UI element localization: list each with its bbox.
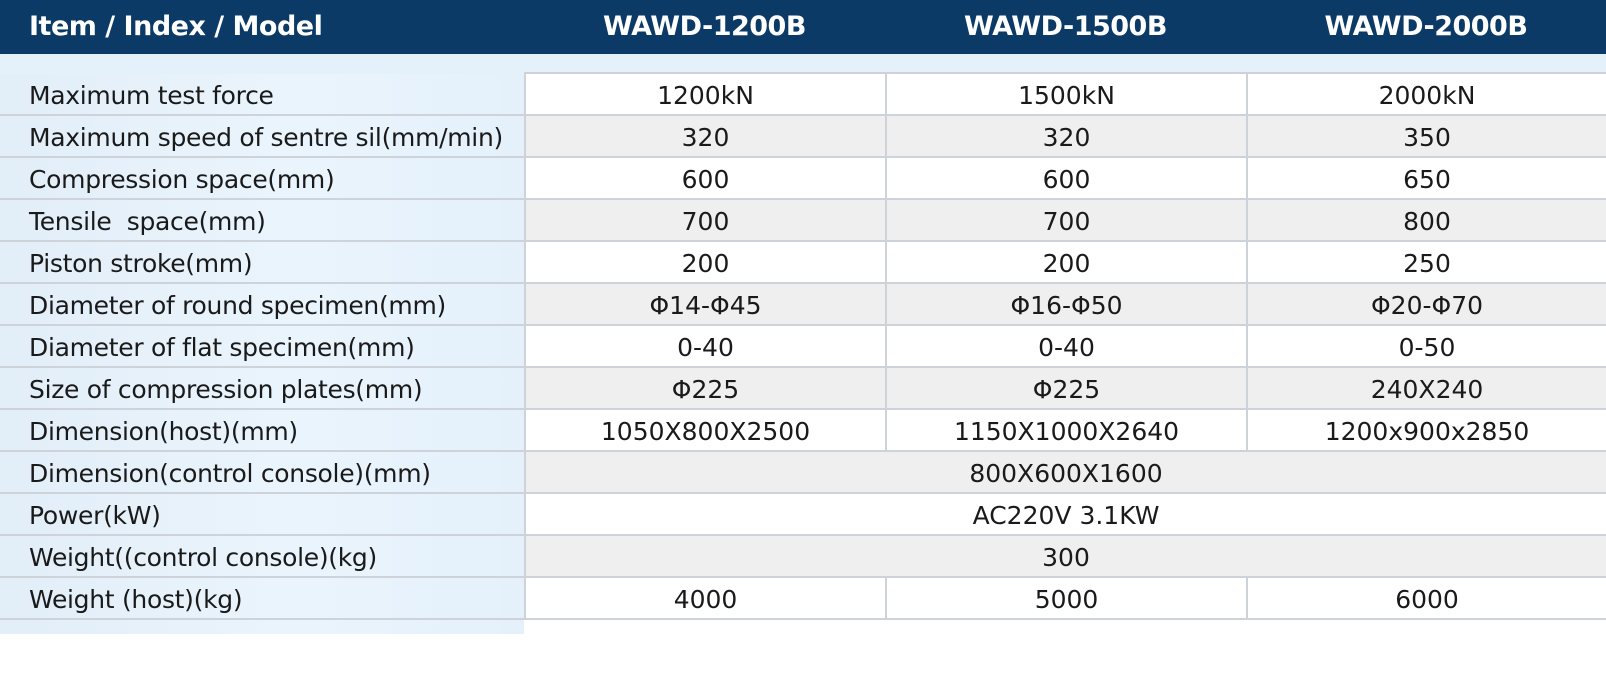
table-cell: 1200x900x2850: [1246, 410, 1606, 450]
header-item-label: Item / Index / Model: [29, 11, 323, 42]
row-label: Size of compression plates(mm): [29, 375, 423, 404]
table-cell: 350: [1246, 116, 1606, 156]
row-label: Dimension(host)(mm): [29, 417, 298, 446]
table-cell-merged: 800X600X1600: [524, 452, 1606, 492]
table-cell: 1050X800X2500: [524, 410, 885, 450]
table-row: [0, 452, 1606, 494]
row-label: Power(kW): [29, 501, 161, 530]
table-cell: 6000: [1246, 578, 1606, 618]
table-row: [0, 200, 1606, 242]
row-label: Tensile space(mm): [29, 207, 266, 236]
table-cell: 1500kN: [885, 74, 1246, 114]
table-cell: 0-50: [1246, 326, 1606, 366]
table-row: [0, 326, 1606, 368]
table-cell: 4000: [524, 578, 885, 618]
table-cell: 250: [1246, 242, 1606, 282]
table-row: [0, 410, 1606, 452]
table-cell: 1200kN: [524, 74, 885, 114]
table-cell: 200: [524, 242, 885, 282]
table-cell: 200: [885, 242, 1246, 282]
table-cell: Φ225: [524, 368, 885, 408]
header-model-3: WAWD-2000B: [1324, 11, 1528, 42]
table-cell: 2000kN: [1246, 74, 1606, 114]
table-row: [0, 368, 1606, 410]
table-row: [0, 158, 1606, 200]
table-cell: Φ16-Φ50: [885, 284, 1246, 324]
table-cell: 240X240: [1246, 368, 1606, 408]
table-cell: 700: [885, 200, 1246, 240]
table-cell-merged: AC220V 3.1KW: [524, 494, 1606, 534]
row-label: Diameter of flat specimen(mm): [29, 333, 415, 362]
header-spacer-band: [0, 54, 1606, 74]
table-row: [0, 242, 1606, 284]
table-row: [0, 284, 1606, 326]
row-label: Maximum test force: [29, 81, 274, 110]
row-label: Weight (host)(kg): [29, 585, 243, 614]
spec-rows: [0, 74, 1606, 620]
row-label: Compression space(mm): [29, 165, 335, 194]
row-label: Maximum speed of sentre sil(mm/min): [29, 123, 503, 152]
row-label: Diameter of round specimen(mm): [29, 291, 446, 320]
header-model-2: WAWD-1500B: [964, 11, 1167, 42]
table-row: [0, 494, 1606, 536]
table-row: [0, 578, 1606, 620]
table-cell: 600: [885, 158, 1246, 198]
table-cell-merged: 300: [524, 536, 1606, 576]
table-cell: 1150X1000X2640: [885, 410, 1246, 450]
table-row: [0, 536, 1606, 578]
table-cell: 800: [1246, 200, 1606, 240]
table-row: [0, 74, 1606, 116]
table-cell: 320: [524, 116, 885, 156]
row-label: Weight((control console)(kg): [29, 543, 377, 572]
table-cell: Φ14-Φ45: [524, 284, 885, 324]
table-cell: 600: [524, 158, 885, 198]
table-cell: 0-40: [885, 326, 1246, 366]
table-header: [0, 0, 1606, 54]
table-cell: 5000: [885, 578, 1246, 618]
row-label: Piston stroke(mm): [29, 249, 253, 278]
table-cell: Φ20-Φ70: [1246, 284, 1606, 324]
table-cell: 320: [885, 116, 1246, 156]
table-cell: 650: [1246, 158, 1606, 198]
header-model-1: WAWD-1200B: [603, 11, 806, 42]
table-cell: 0-40: [524, 326, 885, 366]
table-cell: Φ225: [885, 368, 1246, 408]
table-cell: 700: [524, 200, 885, 240]
table-row: [0, 116, 1606, 158]
row-label: Dimension(control console)(mm): [29, 459, 431, 488]
